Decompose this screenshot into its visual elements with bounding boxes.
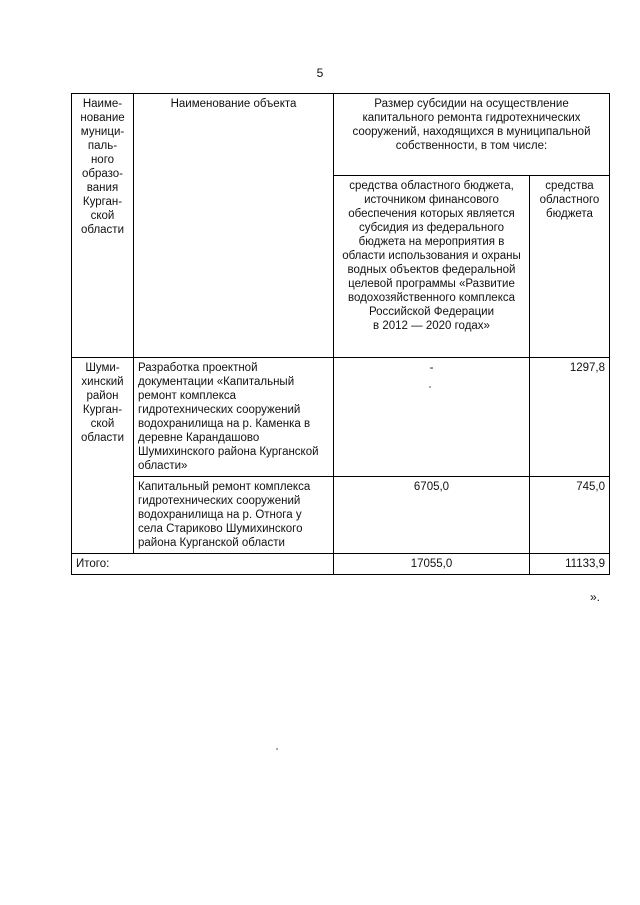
cell-federal-value: 6705,0 — [334, 477, 530, 554]
subsidy-table — [71, 93, 610, 575]
scan-speck — [429, 386, 431, 388]
table-row — [72, 477, 610, 554]
table-total-row — [72, 554, 610, 575]
table-header-row — [72, 94, 610, 176]
header-object-name: Наименование объекта — [134, 94, 334, 358]
cell-federal-value: - — [334, 358, 530, 477]
header-municipality: Наиме- нование муници- паль- ного образо- вания Курган- ской области — [72, 94, 134, 358]
cell-object: Разработка проектной документации «Капитальный ремонт комплекса гидротехнических сооружений водохранилища на р. Каменка в деревне Карандашово Шумихинского района Курганской области» — [134, 358, 334, 477]
header-subsidy-size: Размер субсидии на осуществление капитального ремонта гидротехнических сооружений, находящихся в муниципальной собственности, в том числе: — [334, 94, 610, 176]
cell-regional-value: 1297,8 — [530, 358, 610, 477]
table-row — [72, 358, 610, 477]
total-regional-value: 11133,9 — [530, 554, 610, 575]
header-federal-funds: средства областного бюджета, источником финансового обеспечения которых является субсидия из федерального бюджета на мероприятия в области использования и охраны водных объектов федеральной целевой программы «Развитие водохозяйственного комплекса Российской Федерации в 2012 — 2020 годах» — [334, 176, 530, 358]
cell-object: Капитальный ремонт комплекса гидротехнических сооружений водохранилища на р. Отнога у села Стариково Шумихинского района Курганской области — [134, 477, 334, 554]
page-number: 5 — [316, 66, 324, 80]
cell-municipality: Шуми- хинский район Курган- ской области — [72, 358, 134, 554]
cell-regional-value: 745,0 — [530, 477, 610, 554]
total-federal-value: 17055,0 — [334, 554, 530, 575]
total-label: Итого: — [72, 554, 334, 575]
header-regional-funds: средства областного бюджета — [530, 176, 610, 358]
closing-quote-mark: ». — [590, 590, 601, 604]
scan-speck — [276, 748, 278, 750]
